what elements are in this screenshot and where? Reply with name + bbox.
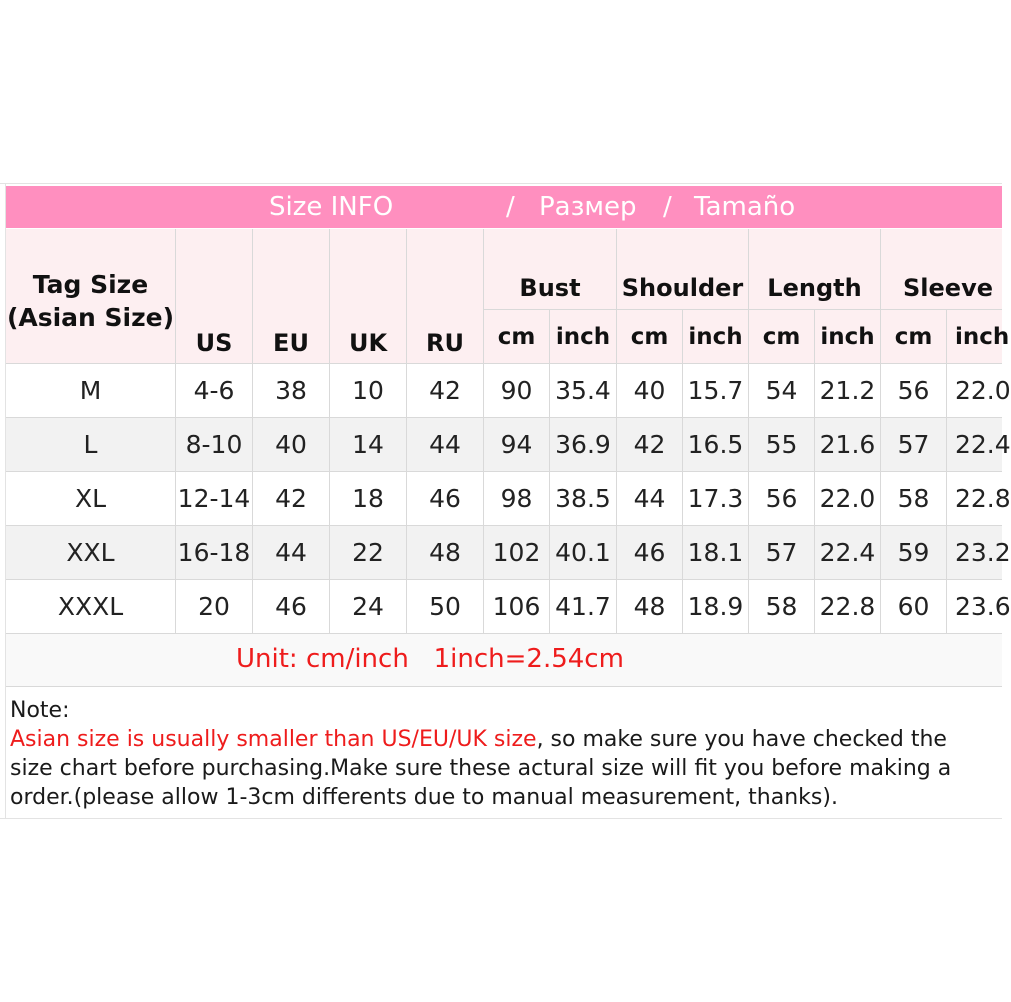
row-divider	[6, 525, 1002, 526]
cell-sleeve-cm: 60	[881, 580, 946, 633]
cell-sleeve-inch: 23.6	[947, 580, 1002, 633]
size-info-banner	[6, 186, 1002, 228]
cell-ru: 48	[407, 526, 483, 579]
cell-ru: 50	[407, 580, 483, 633]
cell-ru: 42	[407, 364, 483, 417]
cell-bust-inch: 36.9	[550, 418, 616, 471]
cell-shoulder-cm: 40	[617, 364, 682, 417]
note-line-1-rest: , so make sure you have checked the	[536, 727, 947, 752]
cell-bust-inch: 38.5	[550, 472, 616, 525]
cell-bust-inch: 40.1	[550, 526, 616, 579]
divider	[6, 686, 1002, 687]
cell-us: 20	[176, 580, 252, 633]
cell-shoulder-inch: 15.7	[683, 364, 748, 417]
note-label: Note:	[10, 698, 70, 723]
banner-title: Size INFO	[269, 192, 394, 222]
cell-shoulder-inch: 16.5	[683, 418, 748, 471]
column-divider	[880, 229, 881, 634]
cell-eu: 40	[253, 418, 329, 471]
header-shoulder: Shoulder	[617, 229, 748, 309]
grid-line	[0, 818, 1002, 819]
cell-bust-inch: 41.7	[550, 580, 616, 633]
cell-bust-inch: 35.4	[550, 364, 616, 417]
cell-length-cm: 57	[749, 526, 814, 579]
cell-shoulder-inch: 17.3	[683, 472, 748, 525]
cell-bust-cm: 102	[484, 526, 549, 579]
row-divider	[6, 363, 1002, 364]
banner-title-ru: Размер	[539, 192, 637, 222]
header-bust-inch: inch	[550, 310, 616, 363]
header-us: US	[176, 229, 252, 363]
header-length: Length	[749, 229, 880, 309]
cell-bust-cm: 94	[484, 418, 549, 471]
note-line-3: order.(please allow 1-3cm differents due to manual measurement, thanks).	[10, 785, 838, 810]
cell-shoulder-inch: 18.9	[683, 580, 748, 633]
banner-separator: /	[663, 192, 672, 222]
column-divider	[748, 229, 749, 634]
header-sleeve: Sleeve	[881, 229, 1002, 309]
column-divider	[483, 229, 484, 634]
cell-tag: XL	[6, 472, 175, 525]
cell-tag: XXL	[6, 526, 175, 579]
cell-sleeve-inch: 22.4	[947, 418, 1002, 471]
cell-eu: 46	[253, 580, 329, 633]
cell-us: 4-6	[176, 364, 252, 417]
column-divider	[549, 310, 550, 634]
cell-shoulder-cm: 46	[617, 526, 682, 579]
row-divider	[6, 579, 1002, 580]
header-eu: EU	[253, 229, 329, 363]
column-divider	[329, 229, 330, 634]
cell-length-inch: 21.2	[815, 364, 880, 417]
cell-shoulder-inch: 18.1	[683, 526, 748, 579]
header-sleeve-inch: inch	[947, 310, 1002, 363]
cell-uk: 18	[330, 472, 406, 525]
cell-bust-cm: 106	[484, 580, 549, 633]
cell-tag: L	[6, 418, 175, 471]
cell-ru: 44	[407, 418, 483, 471]
cell-sleeve-cm: 57	[881, 418, 946, 471]
cell-length-cm: 58	[749, 580, 814, 633]
header-uk: UK	[330, 229, 406, 363]
cell-uk: 14	[330, 418, 406, 471]
header-bust: Bust	[484, 229, 616, 309]
banner-separator: /	[506, 192, 515, 222]
cell-shoulder-cm: 48	[617, 580, 682, 633]
cell-bust-cm: 90	[484, 364, 549, 417]
cell-length-inch: 22.0	[815, 472, 880, 525]
grid-line	[0, 183, 1002, 184]
row-divider	[6, 417, 1002, 418]
header-ru: RU	[407, 229, 483, 363]
cell-shoulder-cm: 44	[617, 472, 682, 525]
header-sleeve-cm: cm	[881, 310, 946, 363]
cell-sleeve-inch: 23.2	[947, 526, 1002, 579]
header-bust-cm: cm	[484, 310, 549, 363]
cell-bust-cm: 98	[484, 472, 549, 525]
column-divider	[682, 310, 683, 634]
row-divider	[6, 471, 1002, 472]
unit-text: Unit: cm/inch 1inch=2.54cm	[236, 644, 624, 674]
cell-uk: 10	[330, 364, 406, 417]
cell-length-cm: 55	[749, 418, 814, 471]
cell-length-inch: 22.4	[815, 526, 880, 579]
cell-eu: 42	[253, 472, 329, 525]
header-shoulder-cm: cm	[617, 310, 682, 363]
note-line-1	[10, 727, 947, 752]
cell-us: 16-18	[176, 526, 252, 579]
cell-sleeve-cm: 56	[881, 364, 946, 417]
column-divider	[406, 229, 407, 634]
cell-length-inch: 21.6	[815, 418, 880, 471]
row-divider	[484, 309, 1002, 310]
cell-eu: 38	[253, 364, 329, 417]
cell-sleeve-inch: 22.0	[947, 364, 1002, 417]
header-length-cm: cm	[749, 310, 814, 363]
cell-eu: 44	[253, 526, 329, 579]
header-length-inch: inch	[815, 310, 880, 363]
cell-us: 8-10	[176, 418, 252, 471]
cell-length-inch: 22.8	[815, 580, 880, 633]
cell-sleeve-inch: 22.8	[947, 472, 1002, 525]
header-shoulder-inch: inch	[683, 310, 748, 363]
note-line-2: size chart before purchasing.Make sure these actural size will fit you before making a	[10, 756, 952, 781]
cell-ru: 46	[407, 472, 483, 525]
cell-us: 12-14	[176, 472, 252, 525]
column-divider	[814, 310, 815, 634]
column-divider	[252, 229, 253, 634]
cell-uk: 22	[330, 526, 406, 579]
note-warning: Asian size is usually smaller than US/EU/UK size	[10, 727, 537, 752]
cell-tag: M	[6, 364, 175, 417]
cell-length-cm: 54	[749, 364, 814, 417]
cell-uk: 24	[330, 580, 406, 633]
column-divider	[616, 229, 617, 634]
cell-tag: XXXL	[6, 580, 175, 633]
column-divider	[946, 310, 947, 634]
banner-title-es: Tamaño	[694, 192, 796, 222]
cell-length-cm: 56	[749, 472, 814, 525]
cell-shoulder-cm: 42	[617, 418, 682, 471]
cell-sleeve-cm: 59	[881, 526, 946, 579]
cell-sleeve-cm: 58	[881, 472, 946, 525]
header-tag-size: Tag Size (Asian Size)	[6, 229, 175, 363]
column-divider	[175, 229, 176, 634]
